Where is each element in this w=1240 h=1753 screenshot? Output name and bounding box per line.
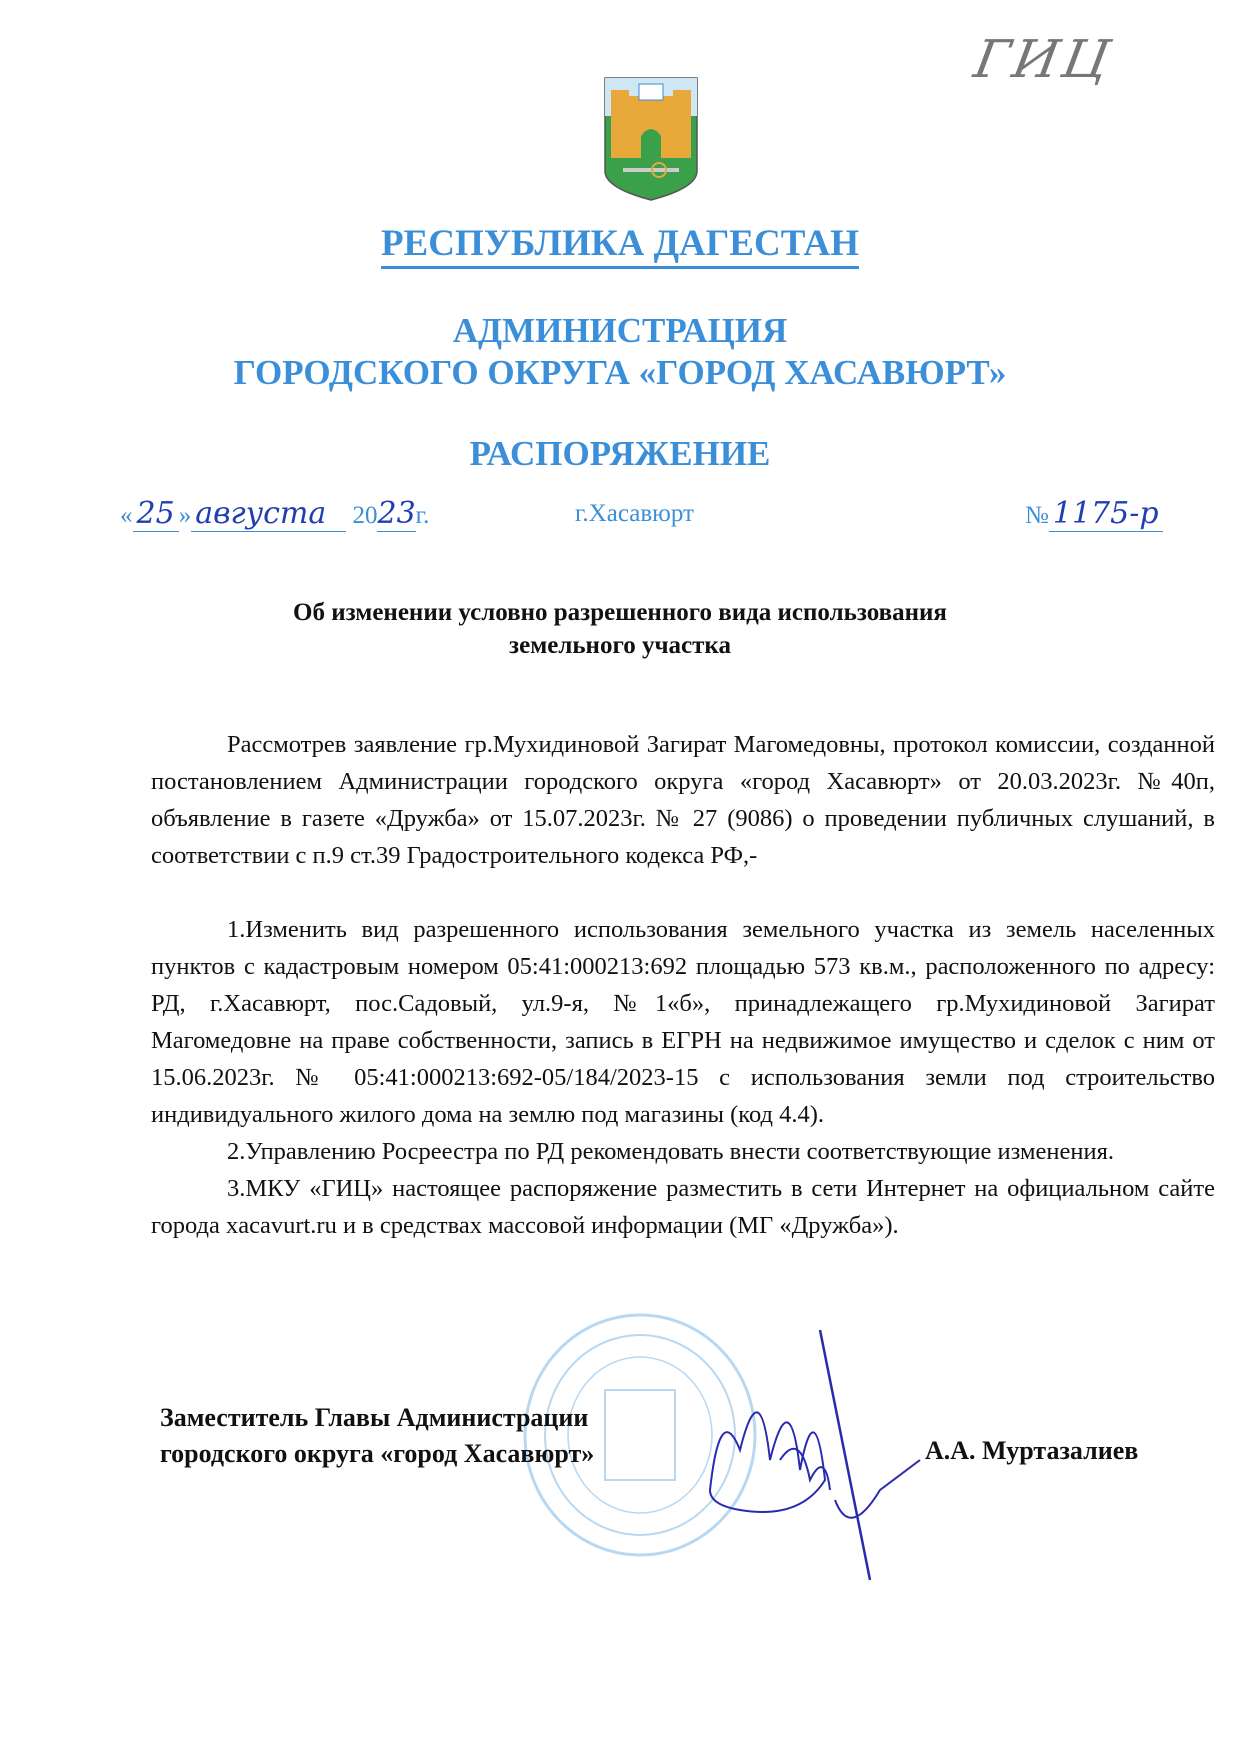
administration-heading [0, 310, 1240, 394]
city: г.Хасавюрт [575, 500, 694, 527]
date-line [120, 496, 1170, 546]
position-line-1: Заместитель Главы Администрации [160, 1403, 589, 1432]
preamble: Рассмотрев заявление гр.Мухидиновой Загират Магомедовны, протокол комиссии, созданной постановлением Администрации городского округа «город Хасавюрт» от 20.03.2023г. №40п, объявление в газете «Дружба» от 15.07.2023г. № 27 (9086) о проведении публичных слушаний, в соответствии с п.9 ст.39 Градостроительного кодекса РФ,- [151, 731, 1215, 869]
item-2: 2.Управлению Росреестра по РД рекомендовать внести соответствующие изменения. [227, 1138, 1114, 1165]
coat-of-arms-icon [603, 76, 699, 201]
item-1: 1.Изменить вид разрешенного использования земельного участка из земель населенных пунктов с кадастровым номером 05:41:000213:692 площадью 573 кв.м., расположенного по адресу: РД, г.Хасавюрт, пос.Садовый, ул.9-я, №1«б», принадлежащего гр.Мухидиновой Загират Магомедовне на праве собственности, запись в ЕГРН на недвижимое имущество и сделок с ним от 15.06.2023г. № 05:41:000213:692-05/184/2023-15 с использования земли под строительство индивидуального жилого дома на землю под магазины (код 4.4). [151, 916, 1215, 1128]
administration-line-1: АДМИНИСТРАЦИЯ [452, 311, 788, 350]
subject [0, 596, 1240, 662]
subject-line-2: земельного участка [509, 632, 731, 659]
quote-open: « [120, 502, 133, 529]
signatory-position [160, 1400, 594, 1472]
republic-heading [0, 222, 1240, 265]
item-3: 3.МКУ «ГИЦ» настоящее распоряжение разместить в сети Интернет на официальном сайте города xacavurt.ru и в средствах массовой информации (МГ «Дружба»). [151, 1175, 1215, 1239]
year-prefix: 20 [352, 502, 378, 529]
date-month: августа [191, 496, 346, 532]
republic-heading-text: РЕСПУБЛИКА ДАГЕСТАН [381, 223, 859, 269]
administration-line-2: ГОРОДСКОГО ОКРУГА «ГОРОД ХАСАВЮРТ» [233, 353, 1007, 392]
number-value: 1175-р [1049, 496, 1163, 532]
document-body [151, 726, 1215, 1244]
subject-line-1: Об изменении условно разрешенного вида использования [293, 599, 947, 626]
handwritten-note: ГИЦ [969, 30, 1118, 90]
quote-close: » [178, 502, 192, 529]
document-type: РАСПОРЯЖЕНИЕ [469, 434, 771, 473]
handwritten-signature-icon [650, 1310, 950, 1590]
signatory-name: А.А. Муртазалиев [925, 1436, 1139, 1465]
position-line-2: городского округа «город Хасавюрт» [160, 1439, 595, 1468]
document-date [120, 496, 429, 531]
year-suffix: 23 [377, 496, 416, 531]
document-number [1025, 496, 1163, 531]
year-unit: г. [415, 502, 430, 529]
date-day: 25 [133, 496, 179, 532]
number-label: № [1025, 502, 1049, 529]
